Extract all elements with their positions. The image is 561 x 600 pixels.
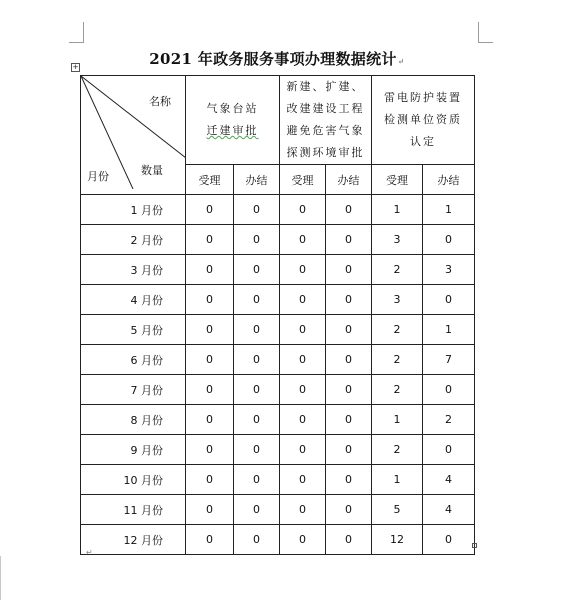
value-cell: 2: [372, 315, 423, 345]
value-cell: 0: [234, 225, 280, 255]
value-cell: 0: [280, 195, 326, 225]
subheader-completed: 办结: [326, 165, 372, 195]
value-cell: 0: [280, 495, 326, 525]
header-item-lightning: [372, 76, 475, 165]
value-cell: 0: [234, 375, 280, 405]
value-cell: 0: [234, 465, 280, 495]
month-cell: [81, 405, 186, 435]
month-text: 9 月份: [130, 443, 163, 457]
header-item-line: 避免危害气象: [286, 124, 365, 137]
value-cell: 0: [326, 525, 372, 555]
value-cell: 12: [372, 525, 423, 555]
header-item-line: 改建建设工程: [286, 102, 365, 115]
paragraph-mark: ↵: [397, 56, 405, 66]
header-item-line: 雷电防护装置: [384, 91, 462, 104]
crop-mark-top-left: [69, 22, 84, 43]
value-cell: 2: [372, 345, 423, 375]
value-cell: 3: [372, 225, 423, 255]
month-text: 3 月份: [130, 263, 163, 277]
table-row: [81, 225, 475, 255]
table-row: [81, 315, 475, 345]
value-cell: 0: [186, 225, 234, 255]
month-text: 1 月份: [130, 203, 163, 217]
value-cell: 0: [234, 195, 280, 225]
value-cell: 0: [186, 315, 234, 345]
value-cell: 0: [234, 345, 280, 375]
header-item-line: 检测单位资质: [384, 113, 462, 126]
diagonal-header-cell: [81, 76, 186, 195]
value-cell: 0: [423, 435, 475, 465]
value-cell: 1: [423, 195, 475, 225]
value-cell: 5: [372, 495, 423, 525]
subheader-accepted: 受理: [372, 165, 423, 195]
value-cell: 0: [186, 525, 234, 555]
month-cell: [81, 525, 186, 555]
value-cell: 0: [186, 255, 234, 285]
name-label: 名称: [149, 95, 171, 108]
page-edge-line: [0, 556, 1, 600]
value-cell: 0: [326, 465, 372, 495]
table-row: [81, 345, 475, 375]
value-cell: 0: [326, 405, 372, 435]
value-cell: 0: [280, 255, 326, 285]
header-item-line: 气象台站: [206, 102, 259, 115]
value-cell: 0: [186, 375, 234, 405]
table-row: [81, 405, 475, 435]
value-cell: 0: [423, 375, 475, 405]
crop-mark-top-right: [478, 22, 493, 43]
month-cell: [81, 345, 186, 375]
header-item-line: 认定: [410, 135, 436, 148]
value-cell: 0: [186, 195, 234, 225]
month-cell: [81, 495, 186, 525]
value-cell: 0: [280, 375, 326, 405]
value-cell: 0: [186, 465, 234, 495]
value-cell: 1: [372, 465, 423, 495]
value-cell: 1: [372, 405, 423, 435]
value-cell: 0: [186, 285, 234, 315]
table-row: [81, 285, 475, 315]
header-item-line: 迁建审批: [206, 124, 259, 137]
value-cell: 0: [234, 285, 280, 315]
value-cell: 7: [423, 345, 475, 375]
value-cell: 0: [186, 345, 234, 375]
value-cell: 0: [326, 225, 372, 255]
value-cell: 0: [326, 345, 372, 375]
value-cell: 1: [372, 195, 423, 225]
value-cell: 4: [423, 495, 475, 525]
header-item-line: 探测环境审批: [286, 146, 365, 159]
value-cell: 0: [326, 495, 372, 525]
title-text: 2021 年政务服务事项办理数据统计: [149, 50, 397, 68]
value-cell: 2: [372, 435, 423, 465]
value-cell: 0: [280, 345, 326, 375]
value-cell: 0: [326, 255, 372, 285]
month-cell: [81, 435, 186, 465]
value-cell: 0: [326, 375, 372, 405]
month-text: 7 月份: [130, 383, 163, 397]
subheader-accepted: 受理: [186, 165, 234, 195]
table-move-handle-icon[interactable]: +: [72, 63, 79, 71]
value-cell: 0: [234, 495, 280, 525]
value-cell: 0: [186, 435, 234, 465]
value-cell: 3: [372, 285, 423, 315]
month-cell: [81, 195, 186, 225]
table-resize-handle[interactable]: [472, 543, 477, 548]
table-row: [81, 375, 475, 405]
value-cell: 0: [280, 225, 326, 255]
value-cell: 0: [326, 315, 372, 345]
month-text: 12 月份: [123, 533, 163, 547]
value-cell: 0: [423, 525, 475, 555]
quantity-label: 数量: [141, 164, 163, 177]
value-cell: 0: [186, 405, 234, 435]
value-cell: 0: [423, 285, 475, 315]
value-cell: 0: [326, 195, 372, 225]
value-cell: 0: [186, 495, 234, 525]
subheader-completed: 办结: [234, 165, 280, 195]
month-cell: [81, 225, 186, 255]
value-cell: 4: [423, 465, 475, 495]
value-cell: 0: [280, 465, 326, 495]
table-row: [81, 255, 475, 285]
table-row: [81, 435, 475, 465]
table-row: [81, 195, 475, 225]
value-cell: 0: [234, 525, 280, 555]
month-text: 2 月份: [130, 233, 163, 247]
month-cell: [81, 285, 186, 315]
value-cell: 0: [326, 435, 372, 465]
subheader-accepted: 受理: [280, 165, 326, 195]
value-cell: 2: [372, 375, 423, 405]
header-item-line: 新建、扩建、: [286, 80, 365, 93]
statistics-table: [80, 75, 475, 555]
month-text: 10 月份: [123, 473, 163, 487]
header-item-relocation: [186, 76, 280, 165]
value-cell: 0: [326, 285, 372, 315]
month-cell: [81, 255, 186, 285]
value-cell: 0: [234, 435, 280, 465]
table-row: [81, 495, 475, 525]
month-text: 4 月份: [130, 293, 163, 307]
month-cell: [81, 315, 186, 345]
table-row: [81, 465, 475, 495]
month-text: 11 月份: [123, 503, 163, 517]
value-cell: 0: [280, 315, 326, 345]
header-row-items: [81, 76, 475, 165]
month-text: 5 月份: [130, 323, 163, 337]
table-body: [81, 195, 475, 555]
value-cell: 0: [234, 255, 280, 285]
month-cell: [81, 465, 186, 495]
month-text: 8 月份: [130, 413, 163, 427]
value-cell: 1: [423, 315, 475, 345]
value-cell: 0: [280, 285, 326, 315]
value-cell: 0: [280, 435, 326, 465]
table-row: [81, 525, 475, 555]
month-text: 6 月份: [130, 353, 163, 367]
document-title: [80, 49, 474, 71]
value-cell: 2: [372, 255, 423, 285]
paragraph-mark: ↵: [86, 548, 93, 557]
value-cell: 0: [280, 405, 326, 435]
value-cell: 0: [234, 405, 280, 435]
month-cell: [81, 375, 186, 405]
value-cell: 0: [423, 225, 475, 255]
value-cell: 0: [234, 315, 280, 345]
month-label: 月份: [87, 170, 109, 183]
subheader-completed: 办结: [423, 165, 475, 195]
value-cell: 2: [423, 405, 475, 435]
value-cell: 3: [423, 255, 475, 285]
header-item-construction: [280, 76, 372, 165]
value-cell: 0: [280, 525, 326, 555]
